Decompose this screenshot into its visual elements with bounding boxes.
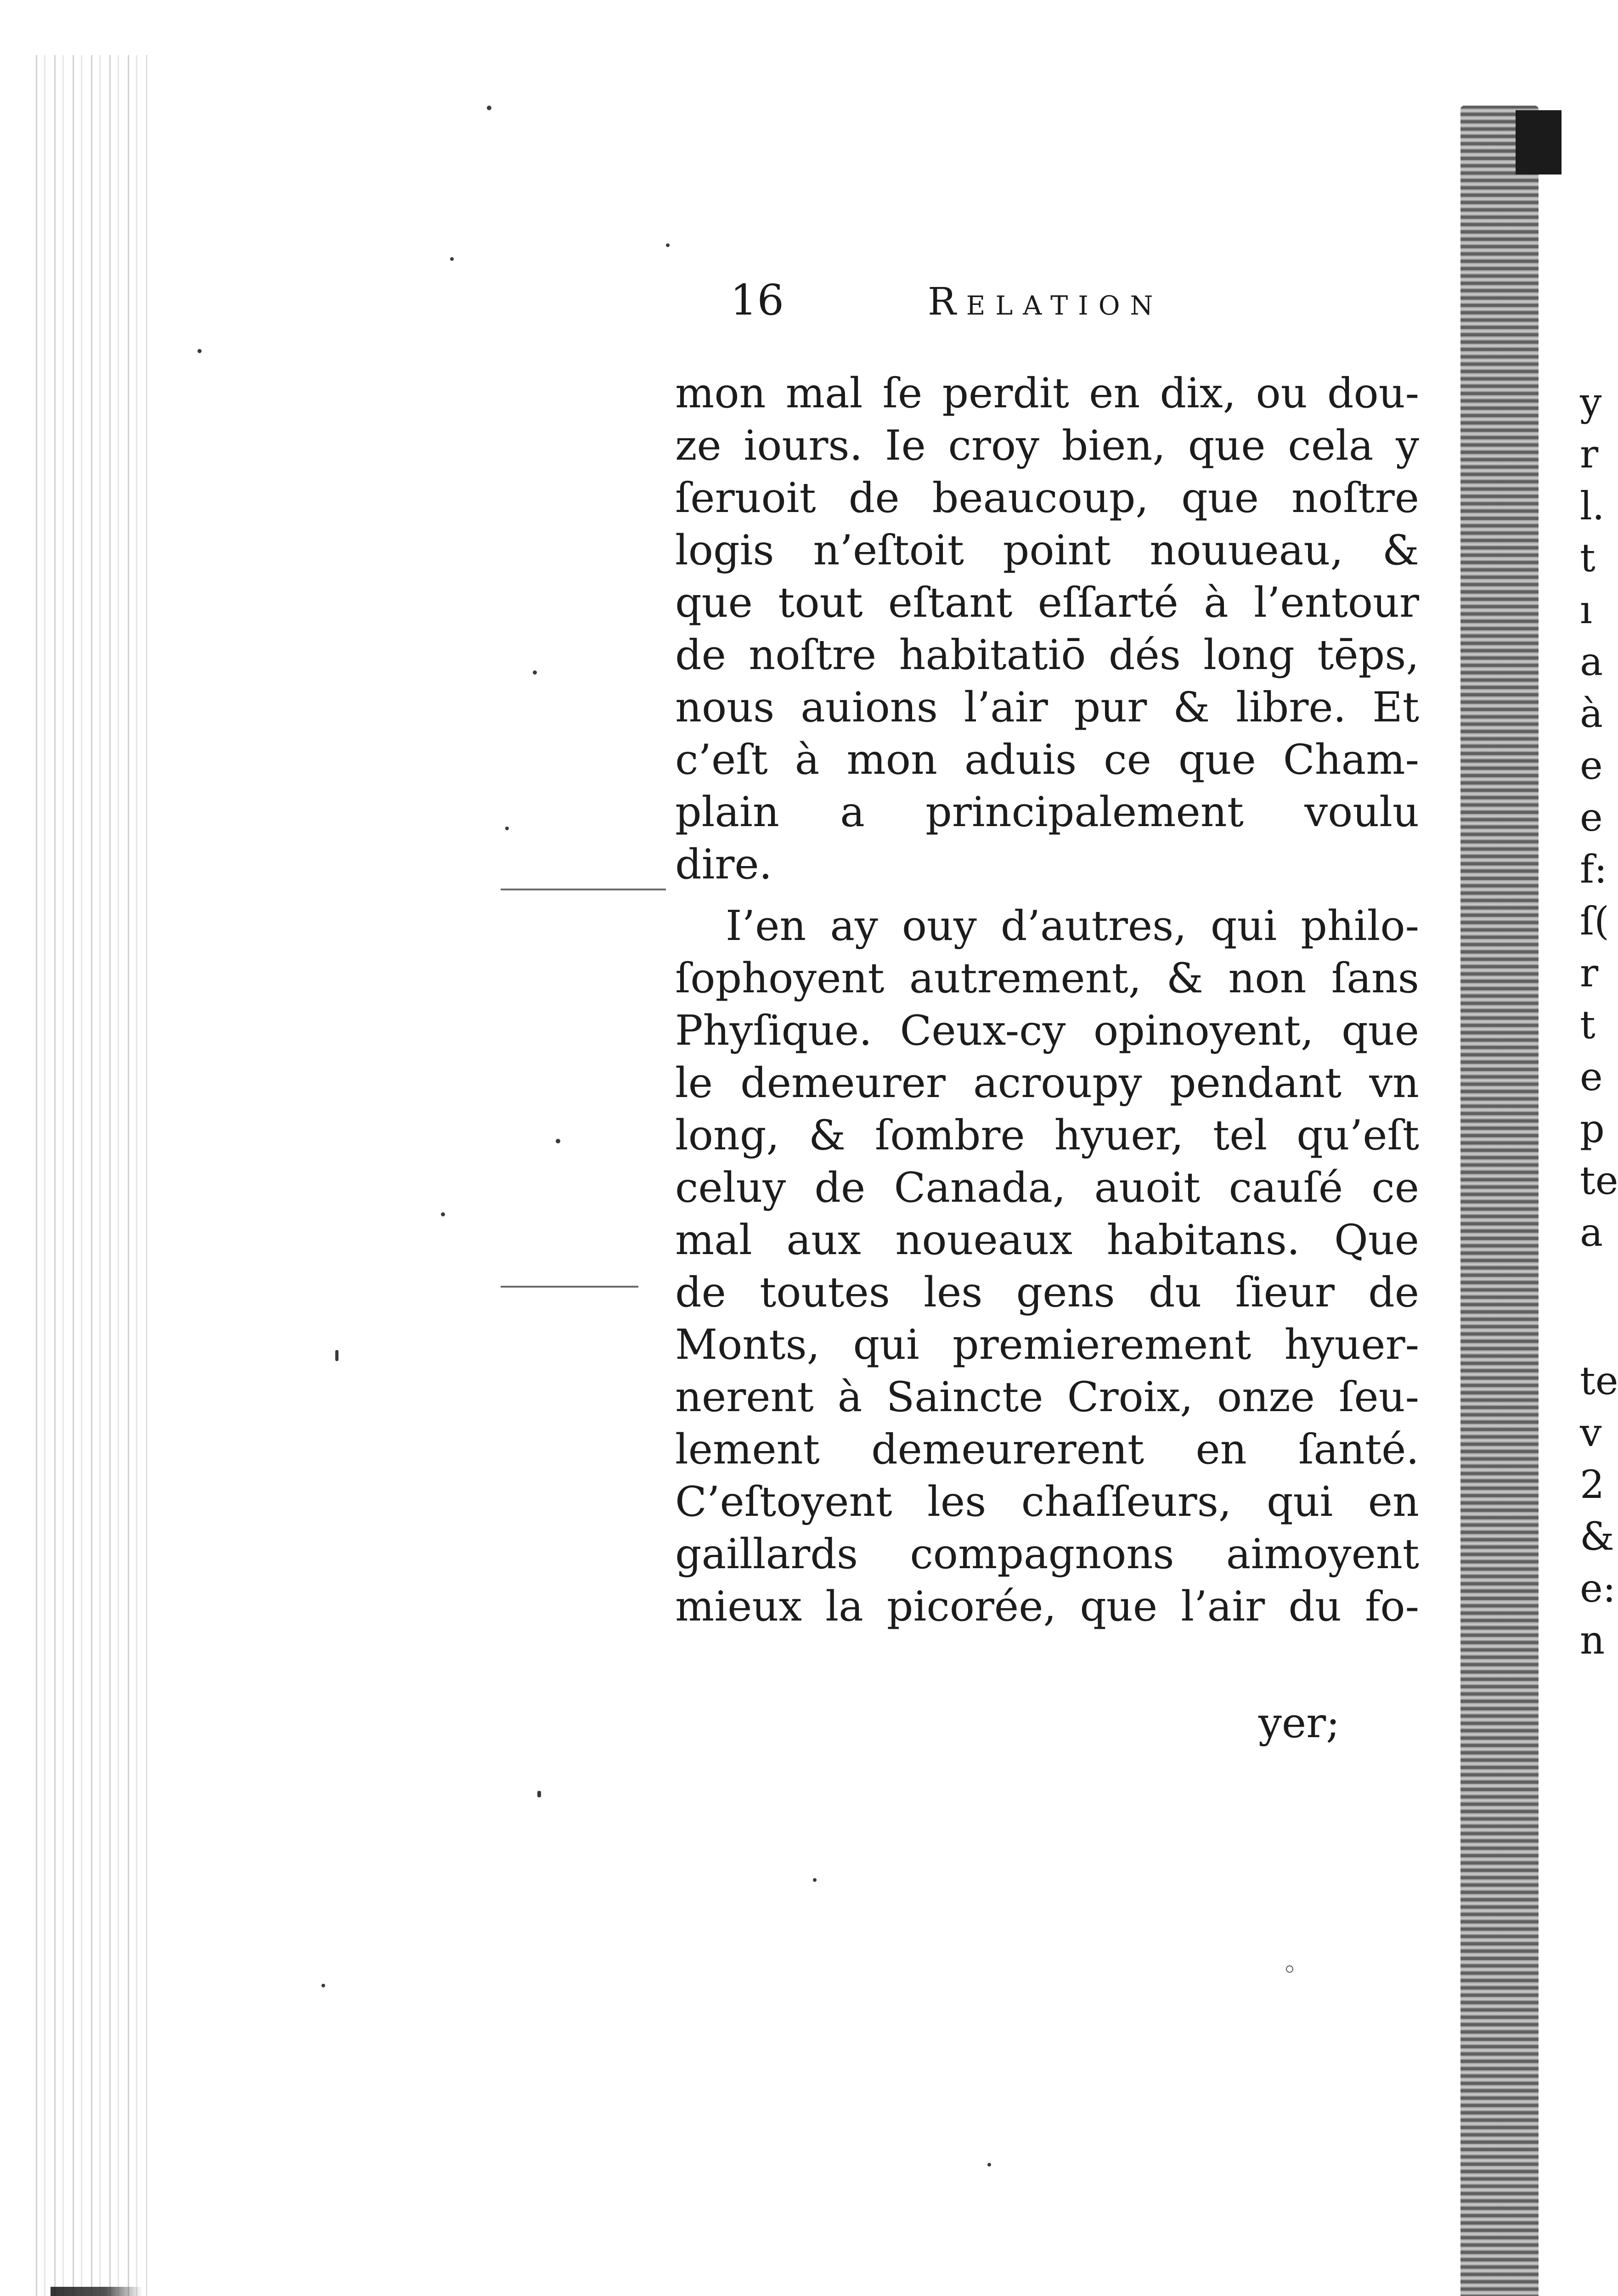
- facing-letter: t: [1580, 1002, 1595, 1047]
- text-line: mieux la picorée, que l’air du fo-: [675, 1582, 1419, 1631]
- facing-letter: f:: [1580, 847, 1607, 892]
- text-line: nerent à Saincte Croix, onze ſeu-: [675, 1373, 1419, 1421]
- facing-letter: e:: [1580, 1566, 1616, 1611]
- facing-letter: &: [1580, 1514, 1614, 1559]
- running-head: [730, 276, 1281, 340]
- scan-speck: [1286, 1965, 1293, 1973]
- running-title: Relation: [928, 280, 1163, 324]
- facing-letter: r: [1580, 951, 1599, 996]
- text-line: mon mal ſe perdit en dix, ou dou-: [675, 369, 1419, 417]
- facing-letter: r: [1580, 432, 1599, 477]
- facing-letter: v: [1580, 1410, 1602, 1455]
- text-line: dire.: [675, 840, 772, 889]
- scan-dash: [501, 1286, 638, 1288]
- text-line: Monts, qui premierement hyuer-: [675, 1321, 1419, 1369]
- scan-speck: [487, 106, 491, 110]
- facing-letter: n: [1580, 1618, 1605, 1663]
- text-line: de noſtre habitatiō dés long tēps,: [675, 631, 1419, 679]
- body-text: [675, 367, 1419, 1633]
- text-line: lement demeurerent en ſanté.: [675, 1425, 1419, 1474]
- scan-dash: [501, 889, 666, 890]
- text-line: logis n’eſtoit point nouueau, &: [675, 526, 1419, 574]
- paragraph-break: [675, 891, 1419, 900]
- binding-gutter-dark-corner: [51, 2287, 142, 2296]
- facing-letter: e: [1580, 743, 1603, 788]
- facing-letter: y: [1580, 380, 1602, 425]
- facing-letter: te: [1580, 1358, 1618, 1403]
- text-line: ſeruoit de beaucoup, que noſtre: [675, 474, 1419, 522]
- text-line: le demeurer acroupy pendant vn: [675, 1059, 1419, 1107]
- scan-speck: [556, 1139, 560, 1143]
- text-line: ſophoyent autrement, & non ſans: [675, 954, 1419, 1002]
- scan-speck: [197, 349, 202, 353]
- scan-speck: [450, 257, 454, 261]
- scan-speck: [666, 243, 670, 247]
- facing-letter: 2: [1580, 1462, 1605, 1507]
- facing-page-fragment: [1580, 377, 1618, 1666]
- text-line: nous auions l’air pur & libre. Et: [675, 683, 1419, 732]
- text-line: I’en ay ouy d’autres, qui philo-: [726, 902, 1419, 950]
- text-line: celuy de Canada, auoit cauſé ce: [675, 1164, 1419, 1212]
- facing-letter: a: [1580, 639, 1603, 684]
- text-line: gaillards compagnons aimoyent: [675, 1530, 1419, 1578]
- facing-leaf-edge: [1460, 106, 1539, 2296]
- text-line: que tout eſtant eſſarté à l’entour: [675, 579, 1419, 627]
- facing-letter: à: [1580, 691, 1603, 736]
- scan-speck: [441, 1212, 445, 1216]
- facing-letter: a: [1580, 1210, 1603, 1255]
- facing-letter: p: [1580, 1106, 1605, 1151]
- scan-speck: [987, 2163, 991, 2167]
- facing-letter: te: [1580, 1158, 1618, 1203]
- text-line: mal aux noueaux habitans. Que: [675, 1216, 1419, 1264]
- text-line: ze iours. Ie croy bien, que cela y: [675, 422, 1419, 470]
- text-line: plain a principalement voulu: [675, 788, 1419, 836]
- scan-speck: [321, 1984, 325, 1987]
- scan-speck: [505, 827, 509, 830]
- facing-letter: t: [1580, 535, 1595, 580]
- scan-speck: [813, 1878, 817, 1882]
- catchword: yer;: [1258, 1699, 1340, 1747]
- scan-speck: [537, 1791, 541, 1797]
- text-line: c’eſt à mon aduis ce que Cham-: [675, 736, 1419, 784]
- text-line: Phyſique. Ceux-cy opinoyent, que: [675, 1007, 1419, 1055]
- facing-letter: ſ(: [1580, 899, 1609, 944]
- facing-letter: ı: [1580, 587, 1592, 632]
- facing-letter: e: [1580, 1054, 1603, 1099]
- text-line: C’eſtoyent les chaſſeurs, qui en: [675, 1478, 1419, 1526]
- facing-letter: e: [1580, 795, 1603, 840]
- text-line: long, & ſombre hyuer, tel qu’eſt: [675, 1111, 1419, 1159]
- facing-letter: l.: [1580, 484, 1605, 529]
- page-number: 16: [730, 276, 784, 325]
- scan-speck: [533, 670, 537, 675]
- facing-leaf-dark-corner: [1516, 110, 1562, 174]
- facing-gap: [1580, 1259, 1609, 1355]
- text-line: de toutes les gens du ſieur de: [675, 1268, 1419, 1317]
- binding-gutter-shadow: [28, 55, 147, 2296]
- scan-speck: [335, 1350, 338, 1361]
